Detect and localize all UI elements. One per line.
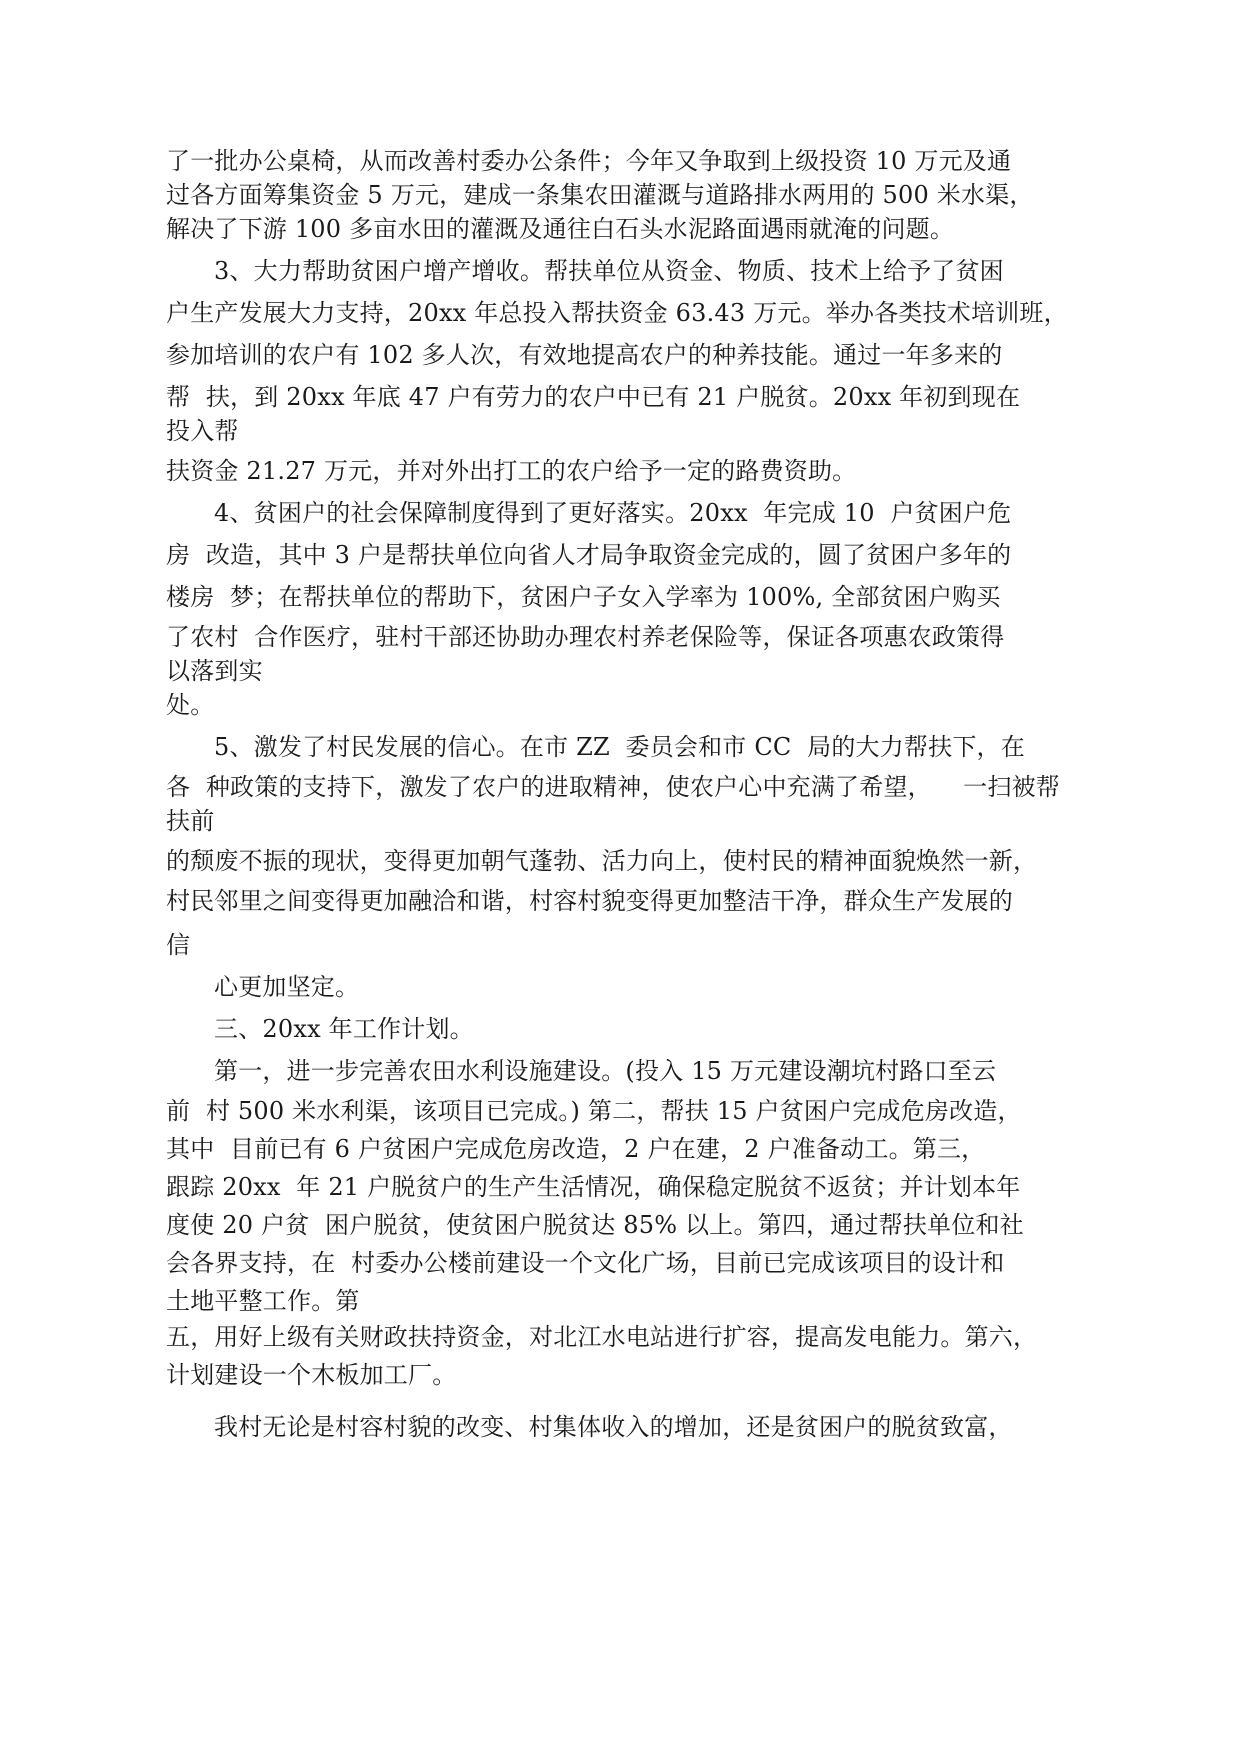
text-line: 扶前 <box>166 807 215 835</box>
text-line: 前 村 500 米水利渠，该项目已完成。) 第二，帮扶 15 户贫困户完成危房改造， <box>166 1097 1022 1125</box>
text-line: 投入帮 <box>166 417 239 445</box>
text-line: 以落到实 <box>166 657 263 685</box>
text-line: 度使 20 户贫 困户脱贫，使贫困户脱贫达 85% 以上。第四，通过帮扶单位和社 <box>166 1211 1024 1239</box>
text-line: 土地平整工作。第 <box>166 1287 360 1315</box>
text-line: 心更加坚定。 <box>214 973 360 1001</box>
text-line: 帮 扶，到 20xx 年底 47 户有劳力的农户中已有 21 户脱贫。20xx 年初到现在 <box>166 383 1021 411</box>
text-line: 跟踪 20xx 年 21 户脱贫户的生产生活情况，确保稳定脱贫不返贫；并计划本年 <box>166 1173 1021 1201</box>
text-line: 第一，进一步完善农田水利设施建设。(投入 15 万元建设潮坑村路口至云 <box>214 1057 997 1085</box>
text-line: 我村无论是村容村貌的改变、村集体收入的增加，还是贫困户的脱贫致富， <box>214 1413 1013 1441</box>
text-line: 扶资金 21.27 万元，并对外出打工的农户给予一定的路费资助。 <box>166 457 857 485</box>
text-line: 村民邻里之间变得更加融洽和谐，村容村貌变得更加整洁干净，群众生产发展的 <box>166 887 1013 915</box>
text-line: 其中 目前已有 6 户贫困户完成危房改造，2 户在建，2 户准备动工。第三， <box>166 1135 986 1163</box>
text-line: 处。 <box>166 691 215 719</box>
text-line: 了农村 合作医疗，驻村干部还协助办理农村养老保险等，保证各项惠农政策得 <box>166 623 1005 651</box>
text-line: 各 种政策的支持下，激发了农户的进取精神，使农户心中充满了希望， 一扫被帮 <box>166 773 1060 801</box>
text-line: 参加培训的农户有 102 多人次，有效地提高农户的种养技能。通过一年多来的 <box>166 341 1003 369</box>
text-line: 了一批办公桌椅，从而改善村委办公条件；今年又争取到上级投资 10 万元及通 <box>166 147 1012 175</box>
text-line: 5、激发了村民发展的信心。在市 ZZ 委员会和市 CC 局的大力帮扶下，在 <box>214 733 1025 761</box>
text-line: 会各界支持，在 村委办公楼前建设一个文化广场，目前已完成该项目的设计和 <box>166 1249 1005 1277</box>
text-line: 房 改造，其中 3 户是帮扶单位向省人才局争取资金完成的，圆了贫困户多年的 <box>166 541 1012 569</box>
text-line: 计划建设一个木板加工厂。 <box>166 1361 457 1389</box>
text-line: 4、贫困户的社会保障制度得到了更好落实。20xx 年完成 10 户贫困户危 <box>214 499 1012 527</box>
section-heading: 三、20xx 年工作计划。 <box>214 1015 474 1043</box>
text-line: 五，用好上级有关财政扶持资金，对北江水电站进行扩容，提高发电能力。第六， <box>166 1323 1038 1351</box>
text-line: 过各方面筹集资金 5 万元，建成一条集农田灌溉与道路排水两用的 500 米水渠， <box>166 181 1034 209</box>
text-line: 楼房 梦；在帮扶单位的帮助下，贫困户子女入学率为 100%, 全部贫困户购买 <box>166 583 1001 611</box>
text-line: 户生产发展大力支持，20xx 年总投入帮扶资金 63.43 万元。举办各类技术培训班， <box>166 299 1068 327</box>
text-line: 信 <box>166 931 191 959</box>
text-line: 解决了下游 100 多亩水田的灌溉及通往白石头水泥路面遇雨就淹的问题。 <box>166 215 955 243</box>
text-line: 3、大力帮助贫困户增产增收。帮扶单位从资金、物质、技术上给予了贫困 <box>214 257 1004 285</box>
text-line: 的颓废不振的现状，变得更加朝气蓬勃、活力向上，使村民的精神面貌焕然一新， <box>166 847 1038 875</box>
